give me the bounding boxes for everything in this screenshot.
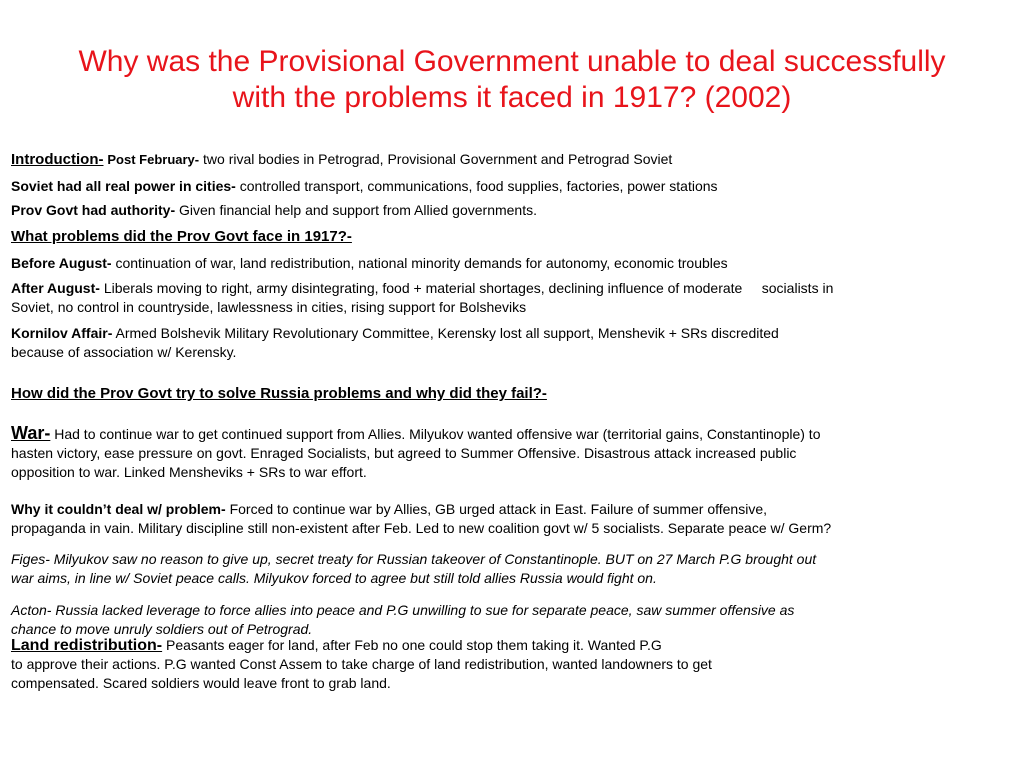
slide-title — [0, 44, 1024, 116]
land-line-1 — [11, 636, 1019, 655]
figes-paragraph — [11, 550, 1019, 588]
provgovt-text: Given financial help and support from Allied governments. — [179, 202, 537, 218]
land-text-1: Peasants eager for land, after Feb no one could stop them taking it. Wanted P.G — [166, 637, 662, 653]
solve-heading-text: How did the Prov Govt try to solve Russia problems and why did they fail?- — [11, 385, 547, 402]
soviet-heading: Soviet had all real power in cities- — [11, 178, 236, 194]
after-august-paragraph — [11, 279, 1019, 317]
war-line-3: opposition to war. Linked Mensheviks + SRs to war effort. — [11, 464, 367, 480]
war-line-2: hasten victory, ease pressure on govt. Enraged Socialists, but agreed to Summer Offensive. Disastrous attack increased public — [11, 445, 797, 461]
land-line-3: compensated. Scared soldiers would leave front to grab land. — [11, 675, 391, 691]
title-line-2: with the problems it faced in 1917? (2002) — [232, 81, 792, 114]
problems-heading-text: What problems did the Prov Govt face in 1917?- — [11, 228, 352, 245]
war-text-1: Had to continue war to get continued support from Allies. Milyukov wanted offensive war (territorial gains, Constantinople) to — [54, 426, 821, 442]
after-august-heading: After August- — [11, 280, 100, 296]
intro-text: two rival bodies in Petrograd, Provisional Government and Petrograd Soviet — [203, 151, 673, 167]
soviet-text: controlled transport, communications, food supplies, factories, power stations — [239, 178, 718, 194]
after-august-line-2: Soviet, no control in countryside, lawlessness in cities, rising support for Bolsheviks — [11, 299, 527, 315]
why-war-line-2: propaganda in vain. Military discipline still non-existent after Feb. Led to new coalition govt w/ 5 socialists. Separate peace w/ Germ? — [11, 520, 832, 536]
provgovt-paragraph — [11, 201, 1019, 220]
war-paragraph — [11, 424, 1019, 482]
war-line-1 — [11, 424, 1019, 444]
land-paragraph — [11, 636, 1019, 693]
before-august-paragraph — [11, 254, 1019, 273]
soviet-paragraph — [11, 177, 1019, 196]
figes-line-2: war aims, in line w/ Soviet peace calls. Milyukov forced to agree but still told allies Russia would fight on. — [11, 570, 657, 586]
figes-line-1: Figes- Milyukov saw no reason to give up, secret treaty for Russian takeover of Constantinople. BUT on 27 March P.G brought out — [11, 551, 817, 567]
war-heading: War- — [11, 423, 51, 443]
land-line-2: to approve their actions. P.G wanted Const Assem to take charge of land redistribution, wanted landowners to get — [11, 656, 712, 672]
intro-heading: Introduction- — [11, 151, 104, 168]
kornilov-text-1: Armed Bolshevik Military Revolutionary Committee, Kerensky lost all support, Menshevik + SRs discredited — [115, 325, 779, 341]
kornilov-heading: Kornilov Affair- — [11, 325, 113, 341]
acton-paragraph — [11, 601, 1019, 639]
before-august-text: continuation of war, land redistribution, national minority demands for autonomy, economic troubles — [115, 255, 728, 271]
land-heading: Land redistribution- — [11, 637, 163, 654]
before-august-heading: Before August- — [11, 255, 112, 271]
intro-paragraph — [11, 150, 1019, 169]
why-war-heading: Why it couldn’t deal w/ problem- — [11, 501, 226, 517]
why-war-line-1 — [11, 500, 1019, 519]
kornilov-line-2: because of association w/ Kerensky. — [11, 344, 237, 360]
acton-line-1: Acton- Russia lacked leverage to force allies into peace and P.G unwilling to sue for separate peace, saw summer offensive as — [11, 602, 795, 618]
why-war-text-1: Forced to continue war by Allies, GB urged attack in East. Failure of summer offensive, — [229, 501, 767, 517]
acton-line-2: chance to move unruly soldiers out of Petrograd. — [11, 621, 313, 637]
after-august-line-1 — [11, 279, 1019, 298]
why-war-paragraph — [11, 500, 1019, 538]
problems-heading — [11, 227, 1019, 246]
after-august-text-1: Liberals moving to right, army disintegrating, food + material shortages, declining influence of moderate socialists in — [103, 280, 834, 296]
kornilov-paragraph — [11, 324, 1019, 362]
title-line-1: Why was the Provisional Government unable to deal successfully — [78, 45, 946, 78]
intro-subheading: Post February- — [107, 152, 200, 167]
solve-heading — [11, 384, 1019, 403]
provgovt-heading: Prov Govt had authority- — [11, 202, 176, 218]
kornilov-line-1 — [11, 324, 1019, 343]
